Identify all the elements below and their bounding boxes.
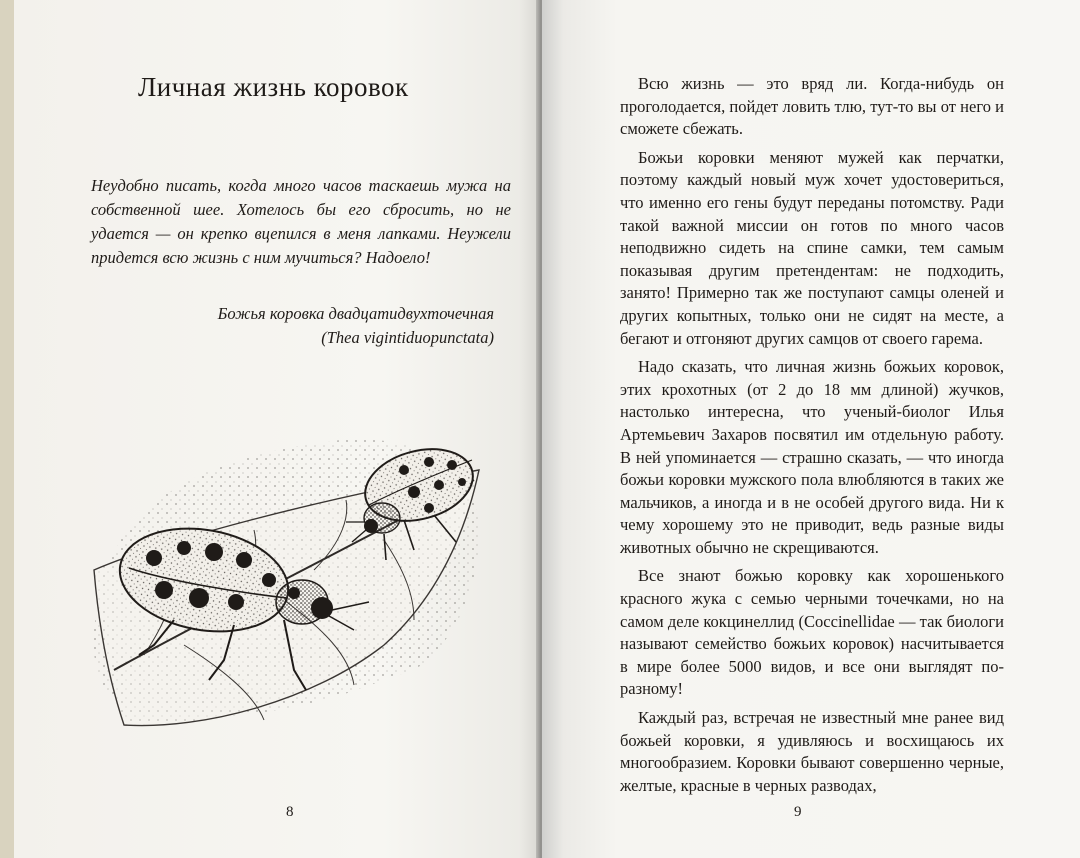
right-page <box>542 0 1080 858</box>
ladybugs-on-leaf-illustration <box>84 430 494 735</box>
body-text <box>620 73 1004 797</box>
epigraph: Неудобно писать, когда много часов таскаешь мужа на собственной шее. Хотелось бы его сбросить, но не удается — он крепко вцепился в меня лапками. Неужели придется всю жизнь с ним мучиться? Надоело! <box>91 176 511 267</box>
chapter-title: Личная жизнь коровок <box>138 72 409 102</box>
epigraph-attribution <box>218 302 494 350</box>
left-page <box>14 0 540 858</box>
paragraph: Надо сказать, что личная жизнь божьих коровок, этих крохотных (от 2 до 18 мм длиной) жучков, настолько интересна, что ученый-биолог Илья Артемьевич Захаров посвятил им отдельную работу. В ней упоминается — страшно сказать, — что иногда божьи коровки мужского пола влюбляются в таких же мальчиков, а иногда и в не особей другого вида. Ни к чему хорошему это не приводит, ведь разные виды животных обычно не скрещиваются. <box>620 357 1004 557</box>
attribution-latin: (Thea vigintiduopunctata) <box>321 328 494 347</box>
paragraph: Всю жизнь — это вряд ли. Когда-нибудь он проголодается, пойдет ловить тлю, тут-то вы от него и сможете сбежать. <box>620 74 1004 139</box>
paragraph: Все знают божью коровку как хорошенького красного жука с семью черными точечками, но на самом деле кокцинеллид (Coccinellidae — так биологи называют семейство божьих коровок) насчитывается в мире более 5000 видов, и все они выглядят по-разному! <box>620 566 1004 699</box>
page-number-right: 9 <box>794 804 802 820</box>
paragraph: Каждый раз, встречая не известный мне ранее вид божьей коровки, я удивляюсь и восхищаюсь их многообразием. Коровки бывают совершенно черные, желтые, красные в черных разводах, <box>620 708 1004 795</box>
page-number-left: 8 <box>286 804 294 820</box>
paragraph: Божьи коровки меняют мужей как перчатки, поэтому каждый новый муж хочет удостовериться, что именно его гены будут переданы потомству. Ради такой важной миссии он готов по много часов неподвижно сидеть на спине самки, тем самым показывая другим претендентам: не подходить, занято! Примерно так же поступают самцы оленей и других копытных, только они не сидят на месте, а бегают и отгоняют других самцов от своего гарема. <box>620 147 1004 348</box>
attribution-name: Божья коровка двадцатидвухточечная <box>217 304 494 323</box>
